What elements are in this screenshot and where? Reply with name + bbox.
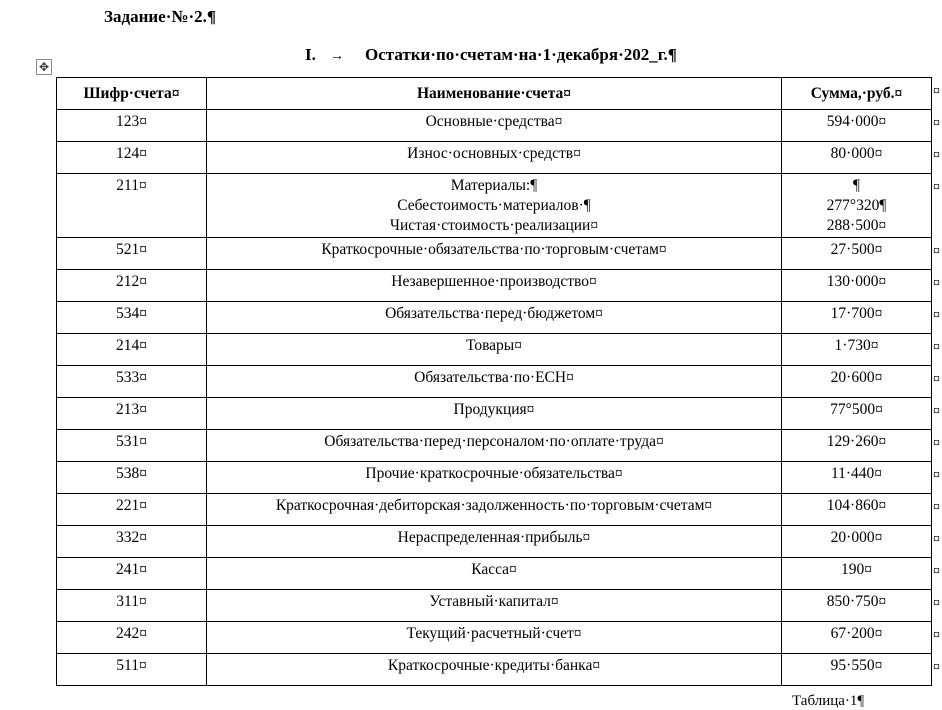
table-row — [57, 526, 932, 558]
table-row — [57, 654, 932, 686]
account-code-cell[interactable]: 521¤ — [57, 238, 207, 270]
table-row — [57, 110, 932, 142]
row-end-mark: ¤ — [933, 83, 940, 99]
amount-cell[interactable]: 20·600¤ — [782, 366, 932, 398]
row-end-mark: ¤ — [933, 371, 940, 387]
account-code-cell[interactable]: 533¤ — [57, 366, 207, 398]
table-row — [57, 366, 932, 398]
row-end-mark: ¤ — [933, 627, 940, 643]
balances-table — [56, 77, 932, 686]
amount-cell[interactable]: 80·000¤ — [782, 142, 932, 174]
account-code-cell[interactable]: 124¤ — [57, 142, 207, 174]
amount-line: 277°320¶ — [826, 197, 887, 214]
table-header-row — [57, 78, 932, 110]
amount-cell[interactable]: 77°500¤ — [782, 398, 932, 430]
table-row — [57, 430, 932, 462]
account-code-cell[interactable]: 538¤ — [57, 462, 207, 494]
account-code-cell[interactable]: 123¤ — [57, 110, 207, 142]
account-code-cell[interactable]: 311¤ — [57, 590, 207, 622]
account-name-line: Чистая·стоимость·реализации¤ — [389, 217, 599, 234]
account-name-cell[interactable]: Незавершенное·производство¤ — [207, 270, 782, 302]
account-name-cell[interactable]: Краткосрочные·обязательства·по·торговым·счетам¤ — [207, 238, 782, 270]
table-row — [57, 142, 932, 174]
table-row — [57, 558, 932, 590]
row-end-mark: ¤ — [933, 179, 940, 195]
amount-cell[interactable]: 17·700¤ — [782, 302, 932, 334]
row-end-mark: ¤ — [933, 499, 940, 515]
section-heading — [305, 45, 677, 65]
row-end-mark: ¤ — [933, 307, 940, 323]
tab-arrow-icon: → — [330, 49, 344, 64]
account-code-cell[interactable]: 242¤ — [57, 622, 207, 654]
table-body — [57, 110, 932, 686]
account-code-cell[interactable]: 212¤ — [57, 270, 207, 302]
account-name-cell[interactable]: Касса¤ — [207, 558, 782, 590]
account-name-cell[interactable] — [207, 174, 782, 238]
amount-cell[interactable]: 594·000¤ — [782, 110, 932, 142]
table-row — [57, 334, 932, 366]
account-name-line: Материалы:¶ — [450, 177, 538, 194]
table-row — [57, 622, 932, 654]
header-amount: Сумма,·руб.¤ — [782, 78, 932, 110]
account-code-cell[interactable]: 511¤ — [57, 654, 207, 686]
account-code-cell[interactable]: 211¤ — [57, 174, 207, 238]
table-row — [57, 302, 932, 334]
account-name-cell[interactable]: Текущий·расчетный·счет¤ — [207, 622, 782, 654]
table-row — [57, 398, 932, 430]
amount-cell[interactable]: 11·440¤ — [782, 462, 932, 494]
heading-text: Остатки·по·счетам·на·1·декабря·202_г.¶ — [365, 45, 677, 64]
account-name-cell[interactable]: Краткосрочные·кредиты·банка¤ — [207, 654, 782, 686]
row-end-mark: ¤ — [933, 435, 940, 451]
amount-cell[interactable]: 67·200¤ — [782, 622, 932, 654]
amount-cell[interactable]: 130·000¤ — [782, 270, 932, 302]
table-move-handle-icon[interactable]: ✥ — [36, 59, 52, 75]
account-name-cell[interactable]: Продукция¤ — [207, 398, 782, 430]
row-end-mark: ¤ — [933, 531, 940, 547]
account-name-cell[interactable]: Краткосрочная·дебиторская·задолженность·по·торговым·счетам¤ — [207, 494, 782, 526]
account-name-cell[interactable]: Нераспределенная·прибыль¤ — [207, 526, 782, 558]
account-name-cell[interactable]: Износ·основных·средств¤ — [207, 142, 782, 174]
amount-cell[interactable]: 850·750¤ — [782, 590, 932, 622]
amount-cell[interactable]: 20·000¤ — [782, 526, 932, 558]
account-code-cell[interactable]: 213¤ — [57, 398, 207, 430]
amount-cell[interactable]: 190¤ — [782, 558, 932, 590]
table-row — [57, 238, 932, 270]
account-name-cell[interactable]: Товары¤ — [207, 334, 782, 366]
table-row — [57, 494, 932, 526]
amount-cell[interactable]: 95·550¤ — [782, 654, 932, 686]
task-title: Задание·№·2.¶ — [104, 7, 217, 26]
row-end-mark: ¤ — [933, 595, 940, 611]
account-code-cell[interactable]: 221¤ — [57, 494, 207, 526]
amount-cell[interactable]: 104·860¤ — [782, 494, 932, 526]
account-name-cell[interactable]: Обязательства·перед·бюджетом¤ — [207, 302, 782, 334]
header-account-code: Шифр·счета¤ — [57, 78, 207, 110]
row-end-mark: ¤ — [933, 563, 940, 579]
footer-fragment: Таблица·1¶ — [792, 693, 865, 709]
account-name-cell[interactable]: Прочие·краткосрочные·обязательства¤ — [207, 462, 782, 494]
amount-cell[interactable]: 129·260¤ — [782, 430, 932, 462]
account-code-cell[interactable]: 332¤ — [57, 526, 207, 558]
table-row — [57, 462, 932, 494]
account-name-cell[interactable]: Обязательства·перед·персоналом·по·оплате·труда¤ — [207, 430, 782, 462]
amount-line: 288·500¤ — [826, 217, 887, 234]
row-end-mark: ¤ — [933, 659, 940, 675]
table-row — [57, 174, 932, 238]
account-code-cell[interactable]: 531¤ — [57, 430, 207, 462]
header-account-name: Наименование·счета¤ — [207, 78, 782, 110]
table-row — [57, 270, 932, 302]
heading-number: I. — [305, 45, 316, 64]
row-end-mark: ¤ — [933, 467, 940, 483]
row-end-mark: ¤ — [933, 147, 940, 163]
amount-cell[interactable]: 1·730¤ — [782, 334, 932, 366]
account-name-line: Себестоимость·материалов·¶ — [397, 197, 591, 214]
row-end-mark: ¤ — [933, 403, 940, 419]
table-row — [57, 590, 932, 622]
account-name-cell[interactable]: Уставный·капитал¤ — [207, 590, 782, 622]
row-end-mark: ¤ — [933, 339, 940, 355]
account-code-cell[interactable]: 241¤ — [57, 558, 207, 590]
amount-cell[interactable] — [782, 174, 932, 238]
account-code-cell[interactable]: 534¤ — [57, 302, 207, 334]
row-end-mark: ¤ — [933, 115, 940, 131]
account-name-cell[interactable]: Основные·средства¤ — [207, 110, 782, 142]
row-end-mark: ¤ — [933, 243, 940, 259]
amount-line: ¶ — [852, 177, 861, 194]
account-code-cell[interactable]: 214¤ — [57, 334, 207, 366]
account-name-cell[interactable]: Обязательства·по·ЕСН¤ — [207, 366, 782, 398]
amount-cell[interactable]: 27·500¤ — [782, 238, 932, 270]
row-end-mark: ¤ — [933, 275, 940, 291]
